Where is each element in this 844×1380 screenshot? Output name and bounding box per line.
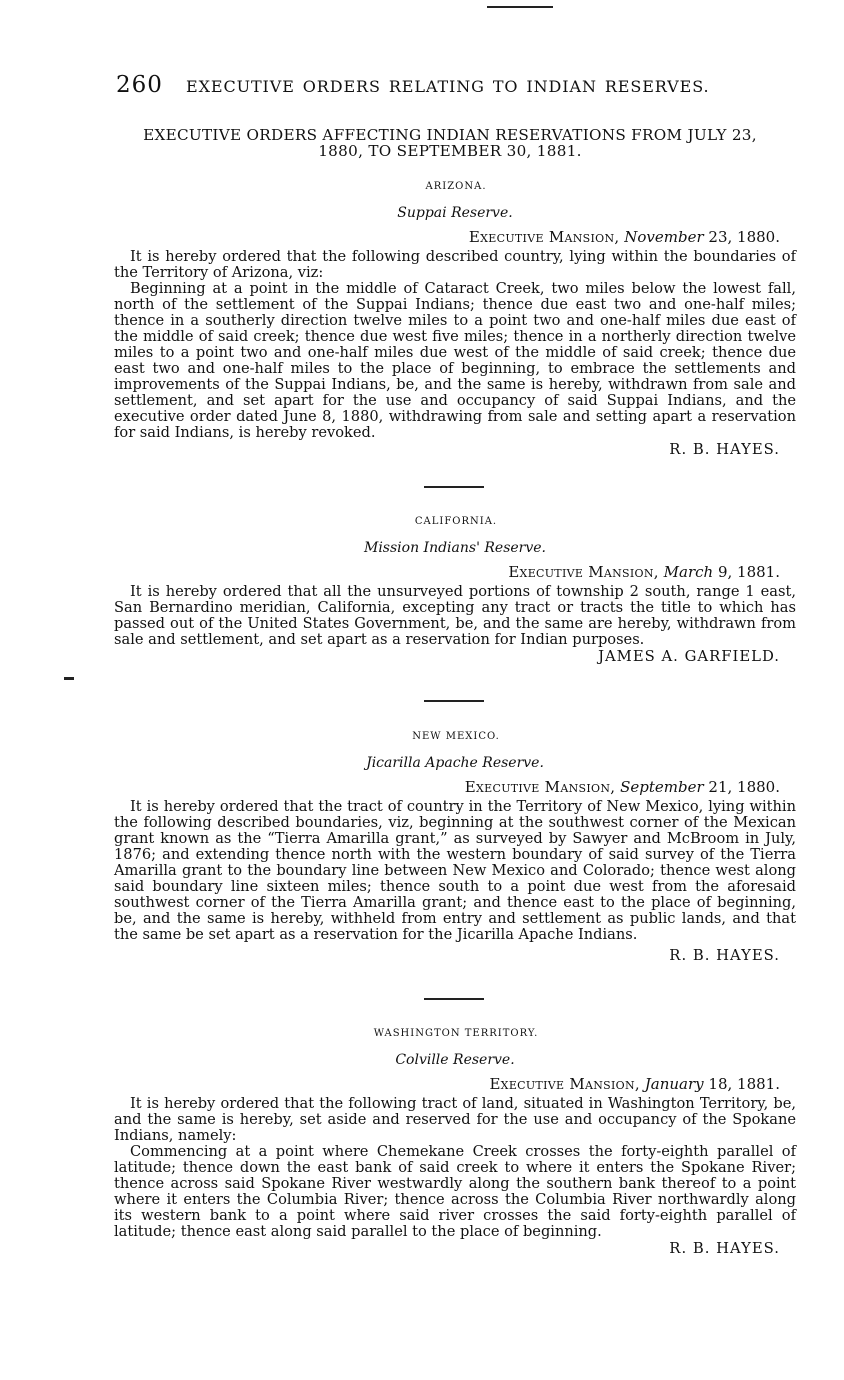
section-california [114, 516, 796, 665]
dateline-day-year: 23, 1880. [708, 228, 780, 246]
dateline-place: Executive Mansion, [489, 1075, 640, 1093]
margin-mark [64, 677, 74, 680]
paragraph: It is hereby ordered that the following described country, lying within the boundaries of the Territory of Arizona, viz: [114, 248, 796, 281]
reserve-name: Colville Reserve. [395, 1052, 515, 1068]
dateline-day-year: 9, 1881. [717, 563, 780, 581]
dateline-month: January [644, 1075, 704, 1093]
signature: R. B. HAYES. [669, 947, 780, 964]
dateline-month: September [620, 778, 704, 796]
dateline-place: Executive Mansion, [468, 228, 620, 246]
order-text [114, 799, 796, 943]
dateline [114, 229, 796, 246]
paragraph: Commencing at a point where Chemekane Creek crosses the forty-eighth parallel of latitude; thence down the east bank of said creek to where it enters the Spokane River; thence across said Spokane River westwardly along the southern bank thereof to a point where it enters the Columbia River; thence across the Columbia River northwardly along its western bank to a point where said river crosses the said forty-eighth parallel of latitude; thence east along said parallel to the place of beginning. [114, 1143, 796, 1240]
state-heading: WASHINGTON TERRITORY. [373, 1028, 539, 1039]
dateline-month: March [663, 563, 714, 581]
main-title-line-1: EXECUTIVE ORDERS AFFECTING INDIAN RESERVATIONS FROM JULY 23, [143, 126, 757, 144]
dateline-place: Executive Mansion, [464, 778, 616, 796]
state-heading: NEW MEXICO. [412, 731, 500, 742]
page-number: 260 [116, 72, 163, 98]
dateline [114, 779, 796, 796]
section-new-mexico [114, 731, 796, 964]
section-arizona [114, 181, 796, 458]
paragraph: It is hereby ordered that the following tract of land, situated in Washington Territory, be, and the same is hereby, set aside and reserved for the use and occupancy of the Spokane Indians, namely: [114, 1095, 796, 1144]
reserve-name: Jicarilla Apache Reserve. [366, 755, 544, 771]
signature: R. B. HAYES. [669, 441, 780, 458]
dateline-month: November [624, 228, 704, 246]
reserve-name: Suppai Reserve. [397, 205, 513, 221]
order-text [114, 249, 796, 441]
paragraph: Beginning at a point in the middle of Cataract Creek, two miles below the lowest fall, north of the settlement of the Suppai Indians; thence due east two and one-half miles; thence in a southerly direction twelve miles to a point two and one-half miles due east of the middle of said creek; thence due west five miles; thence in a northerly direction twelve miles to a point two and one-half miles due west of the middle of said creek; thence due east two and one-half miles to the place of beginning, to embrace the settlements and improvements of the Suppai Indians, be, and the same is hereby, withdrawn from sale and settlement, and set apart for the use and occupancy of said Suppai Indians, and the executive order dated June 8, 1880, withdrawing from sale and setting apart a reservation for said Indians, is hereby revoked. [114, 280, 796, 441]
order-text [114, 584, 796, 648]
section-divider [424, 700, 484, 702]
dateline [114, 564, 796, 581]
dateline-day-year: 18, 1881. [708, 1075, 780, 1093]
main-title [100, 127, 800, 159]
main-title-line-2: 1880, TO SEPTEMBER 30, 1881. [318, 142, 582, 160]
dateline-place: Executive Mansion, [508, 563, 659, 581]
dateline [114, 1076, 796, 1093]
signature: JAMES A. GARFIELD. [598, 648, 780, 665]
signature: R. B. HAYES. [669, 1240, 780, 1257]
reserve-name: Mission Indians' Reserve. [363, 540, 547, 556]
paragraph: It is hereby ordered that all the unsurveyed portions of township 2 south, range 1 east, San Bernardino meridian, California, excepting any tract or tracts the title to which has passed out of the United States Government, be, and the same are hereby, withdrawn from sale and settlement, and set apart as a reservation for Indian purposes. [114, 583, 796, 648]
running-head [116, 72, 796, 102]
section-washington-territory [114, 1028, 796, 1257]
state-heading: CALIFORNIA. [414, 516, 498, 527]
state-heading: ARIZONA. [425, 181, 487, 192]
top-edge-mark [487, 6, 553, 8]
running-title: EXECUTIVE ORDERS RELATING TO INDIAN RESERVES. [186, 77, 710, 96]
order-text [114, 1096, 796, 1240]
section-divider [424, 998, 484, 1000]
section-divider [424, 486, 484, 488]
dateline-day-year: 21, 1880. [708, 778, 780, 796]
paragraph: It is hereby ordered that the tract of country in the Territory of New Mexico, lying within the following described boundaries, viz, beginning at the southwest corner of the Mexican grant known as the “Tierra Amarilla grant,” as surveyed by Sawyer and McBroom in July, 1876; and extending thence north with the western boundary of said survey of the Tierra Amarilla grant to the boundary line between New Mexico and Colorado; thence west along said boundary line sixteen miles; thence south to a point due west from the aforesaid southwest corner of the Tierra Amarilla grant; and thence east to the place of beginning, be, and the same is hereby, withheld from entry and settlement as public lands, and that the same be set apart as a reservation for the Jicarilla Apache Indians. [114, 798, 796, 943]
